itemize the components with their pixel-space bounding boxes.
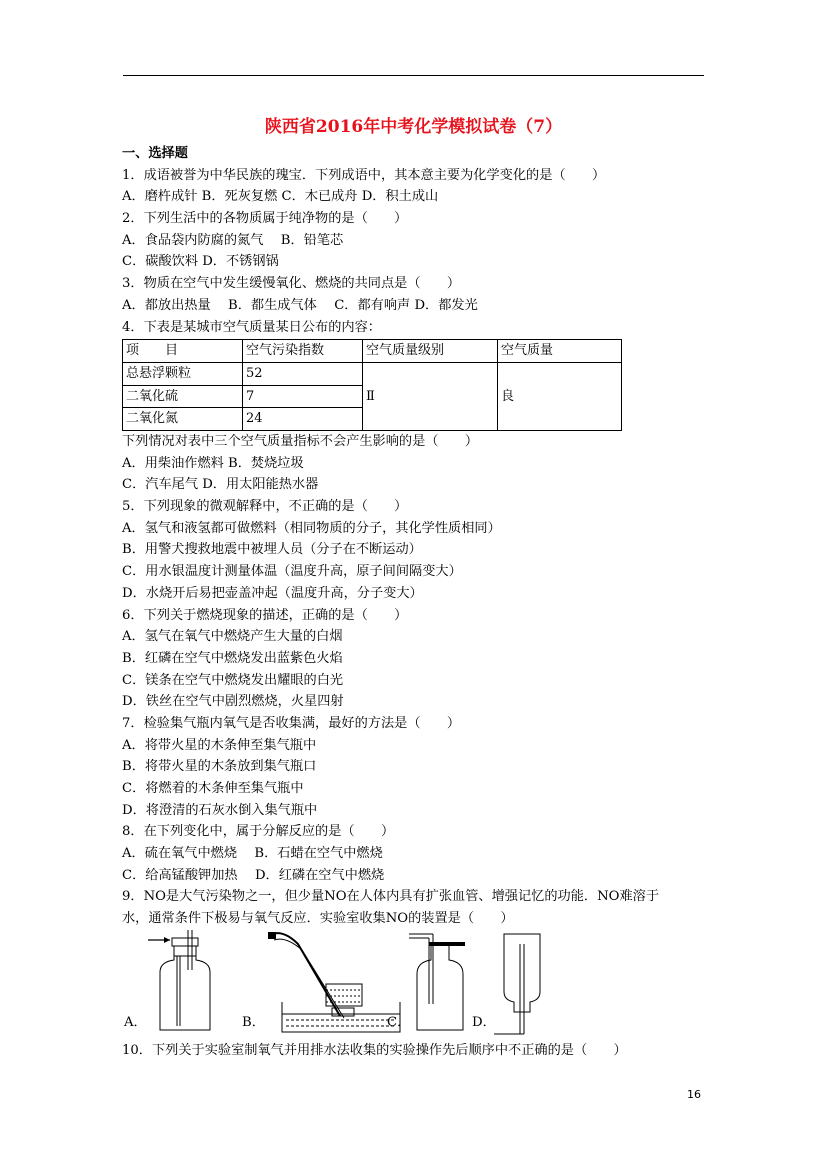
question-line: A．用柴油作燃料 B．焚烧垃圾 xyxy=(122,455,304,471)
table-cell: 24 xyxy=(243,408,363,431)
question-line: A．氢气在氧气中燃烧产生大量的白烟 xyxy=(122,629,343,645)
question-line: C．给高锰酸钾加热 D．红磷在空气中燃烧 xyxy=(122,867,385,883)
table-header: 空气质量级别 xyxy=(363,340,498,363)
table-cell: 二氧化氮 xyxy=(123,408,243,431)
table-cell: 7 xyxy=(243,385,363,408)
question-line: A．都放出热量 B．都生成气体 C．都有响声 D．都发光 xyxy=(122,297,478,313)
apparatus-c-upward-bottle xyxy=(407,930,467,1035)
question-line: 4．下表是某城市空气质量某日公布的内容： xyxy=(122,319,381,335)
table-cell: 总悬浮颗粒 xyxy=(123,362,243,385)
question-line: 5．下列现象的微观解释中，不正确的是（ ） xyxy=(122,499,408,515)
question-line: 8．在下列变化中，属于分解反应的是（ ） xyxy=(122,824,395,840)
question-line: 3．物质在空气中发生缓慢氧化、燃烧的共同点是（ ） xyxy=(122,276,461,292)
question-line: 2．下列生活中的各物质属于纯净物的是（ ） xyxy=(122,211,408,227)
question-line: 6．下列关于燃烧现象的描述，正确的是（ ） xyxy=(122,607,408,623)
question-line: 7．检验集气瓶内氧气是否收集满，最好的方法是（ ） xyxy=(122,715,461,731)
question-line: A．硫在氧气中燃烧 B．石蜡在空气中燃烧 xyxy=(122,846,383,862)
exam-body xyxy=(122,143,712,1062)
question-line: A．食品袋内防腐的氮气 B．铅笔芯 xyxy=(122,232,344,248)
figure-label-b: B． xyxy=(242,1015,265,1031)
question-line: C．汽车尾气 D．用太阳能热水器 xyxy=(122,477,319,493)
page-title: 陕西省2016年中考化学模拟试卷（7） xyxy=(264,117,563,137)
table-header: 项 目 xyxy=(123,340,243,363)
table-cell-level: Ⅱ xyxy=(363,362,498,430)
air-quality-table xyxy=(122,339,622,431)
question-line: A．磨杵成针 B．死灰复燃 C．木已成舟 D．积土成山 xyxy=(122,189,439,205)
table-row xyxy=(123,362,622,385)
question-line: D．水烧开后易把壶盖冲起（温度升高，分子变大） xyxy=(122,585,423,601)
section-heading: 一、选择题 xyxy=(122,146,188,161)
question-line: B．用警犬搜救地震中被埋人员（分子在不断运动） xyxy=(122,542,422,558)
question-line: C．碳酸饮料 D．不锈钢锅 xyxy=(122,254,279,270)
figure-label-c: C． xyxy=(387,1015,411,1031)
question-line: C．镁条在空气中燃烧发出耀眼的白光 xyxy=(122,672,344,688)
table-cell: 二氧化硫 xyxy=(123,385,243,408)
questions-1-4 xyxy=(122,165,712,339)
question-line: B．将带火星的木条放到集气瓶口 xyxy=(122,759,317,775)
question-line: B．红磷在空气中燃烧发出蓝紫色火焰 xyxy=(122,650,343,666)
question-line: 水，通常条件下极易与氧气反应．实验室收集NO的装置是（ ） xyxy=(122,911,514,927)
question-line: 9．NO是大气污染物之一，但少量NO在人体内具有扩张血管、增强记忆的功能．NO难溶于 xyxy=(122,889,660,905)
apparatus-d-inverted-bottle xyxy=(494,930,554,1035)
question-line: C．将燃着的木条伸至集气瓶中 xyxy=(122,781,304,796)
page-number: 16 xyxy=(687,1088,701,1101)
gas-collection-figures xyxy=(122,930,712,1038)
questions-4-9 xyxy=(122,431,712,930)
table-header: 空气质量 xyxy=(498,340,622,363)
table-cell-quality: 良 xyxy=(498,362,622,430)
question-line: 下列情况对表中三个空气质量指标不会产生影响的是（ ） xyxy=(122,434,479,449)
question-10: 10．下列关于实验室制氧气并用排水法收集的实验操作先后顺序中不正确的是（ ） xyxy=(122,1042,627,1058)
figure-label-a: A． xyxy=(124,1015,147,1031)
table-header: 空气污染指数 xyxy=(243,340,363,363)
table-header-row xyxy=(123,340,622,363)
question-line: 1．成语被誉为中华民族的瑰宝．下列成语中，其本意主要为化学变化的是（ ） xyxy=(122,167,606,183)
question-line: A．氢气和液氢都可做燃料（相同物质的分子，其化学性质相同） xyxy=(122,520,501,536)
question-line: C．用水银温度计测量体温（温度升高，原子间间隔变大） xyxy=(122,564,462,580)
question-line: D．将澄清的石灰水倒入集气瓶中 xyxy=(122,802,318,818)
header-rule xyxy=(123,75,704,76)
figure-label-d: D． xyxy=(472,1015,496,1031)
question-line: A．将带火星的木条伸至集气瓶中 xyxy=(122,737,317,753)
table-cell: 52 xyxy=(243,362,363,385)
apparatus-a-wash-bottle xyxy=(144,930,224,1035)
question-line: D．铁丝在空气中剧烈燃烧，火星四射 xyxy=(122,694,344,710)
